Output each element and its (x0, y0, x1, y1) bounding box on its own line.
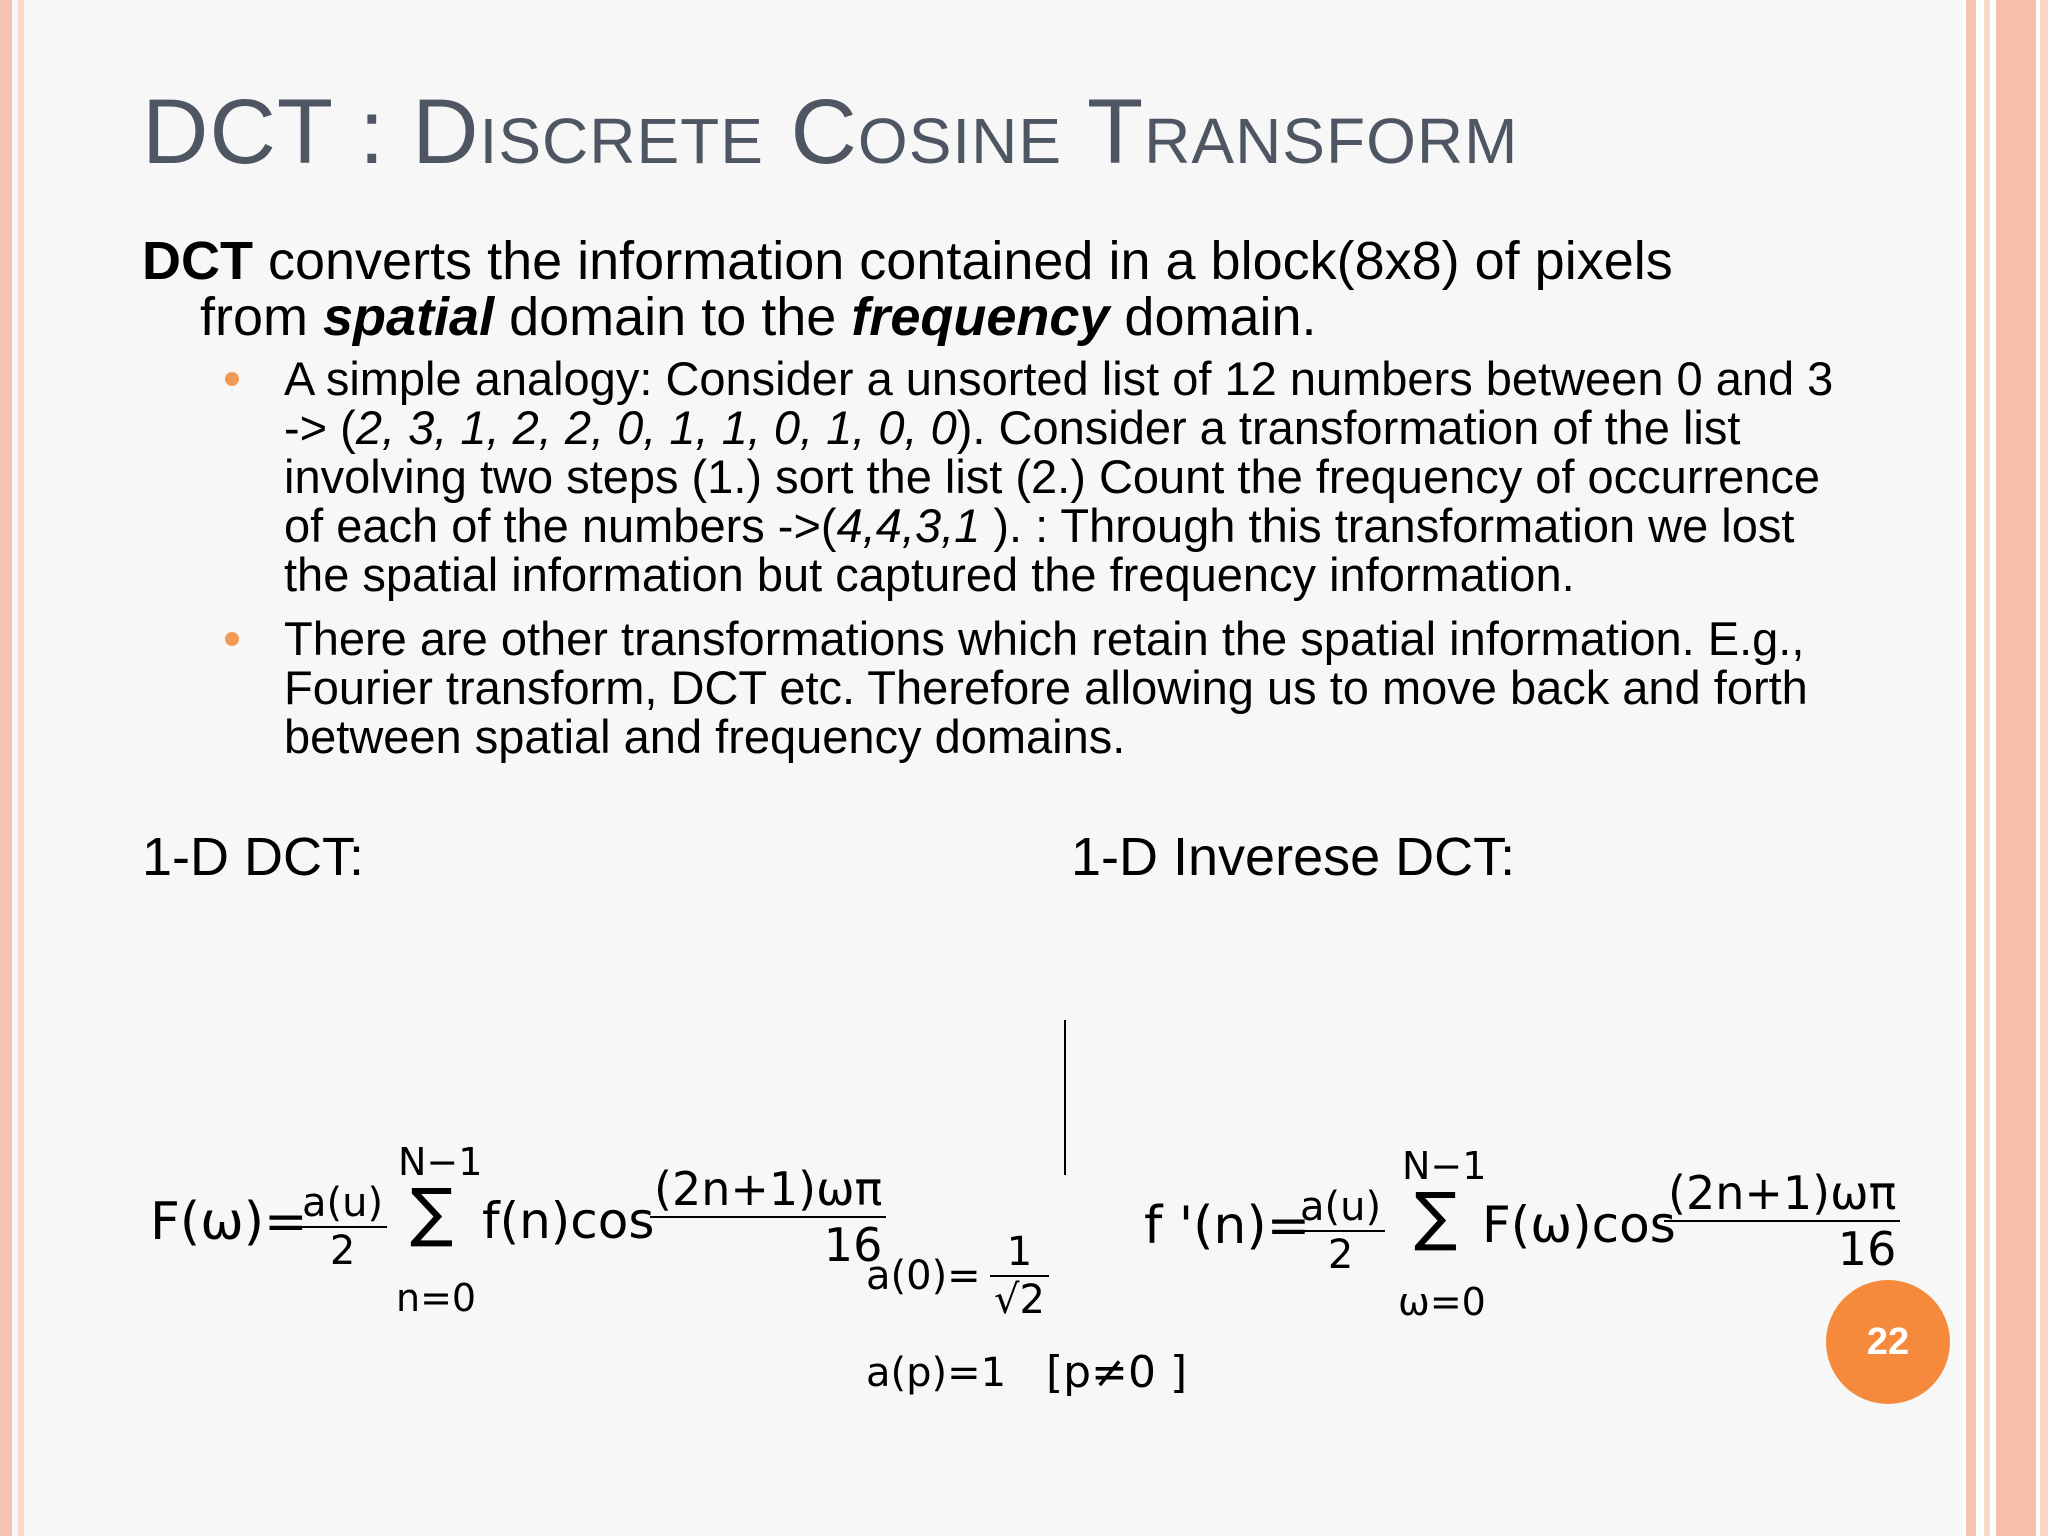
formula-dct-arg (650, 1162, 886, 1272)
sigma-icon: ∑ (1414, 1180, 1458, 1254)
formula-dct-coef-den: 2 (329, 1228, 356, 1274)
right-border-stripe-4 (2040, 0, 2048, 1536)
formula-idct-arg (1664, 1166, 1900, 1276)
left-border-stripe-thin (18, 0, 24, 1536)
bullet-dot-icon (225, 372, 239, 386)
label-1d-dct: 1-D DCT: (142, 827, 365, 887)
formula-idct-coef-den: 2 (1327, 1232, 1354, 1278)
formula-dct-coef (298, 1180, 387, 1274)
formula-idct-body: F(ω)cos (1482, 1196, 1676, 1254)
formula-idct-lhs: f '(n)= (1144, 1196, 1311, 1256)
formula-dct-arg-den: 16 (823, 1218, 883, 1272)
bullet-item-transforms (222, 614, 1862, 761)
right-border-stripe-1 (1966, 0, 1976, 1536)
intro-text-2-post: domain. (1109, 287, 1317, 347)
bullet-1-list: 2, 3, 1, 2, 2, 0, 1, 1, 0, 1, 0, 0 (355, 401, 957, 454)
formula-dct-coef-num: a(u) (298, 1180, 387, 1228)
sigma-icon: ∑ (410, 1176, 454, 1250)
label-1d-inverse-dct: 1-D Inverese DCT: (1071, 827, 1516, 887)
formula-dct-sum-top: N−1 (398, 1140, 483, 1184)
page-number-badge: 22 (1826, 1280, 1950, 1404)
formula-idct-arg-num: (2n+1)ωπ (1664, 1166, 1900, 1222)
bullet-1-mid: ). Consider a transformation of the list involving two steps (1.) sort the list (2.) Count the frequency of occurrence of each of the numbers ->( (284, 401, 1821, 552)
slide-title: DCT : Discrete Cosine Transform (142, 81, 1519, 183)
formula-idct-sum-top: N−1 (1402, 1144, 1487, 1188)
formula-dct (150, 1140, 883, 1320)
bullet-list (222, 354, 1862, 776)
intro-bold-term: DCT (142, 231, 253, 291)
formula-dct-lhs: F(ω)= (150, 1192, 308, 1252)
alphap-condition: [p≠0 ] (1046, 1347, 1188, 1398)
alphap-lhs: a(p)=1 (866, 1350, 1007, 1396)
vertical-divider (1064, 1020, 1066, 1175)
left-border-stripe (0, 0, 12, 1536)
alpha0-lhs: a(0)= (866, 1253, 981, 1299)
intro-text-2-pre: from (200, 287, 324, 347)
formula-idct (1144, 1144, 1897, 1324)
bullet-1-pre: A simple analogy: Consider a unsorted list of 12 numbers between 0 and 3 -> ( (284, 352, 1834, 454)
formula-dct-body: f(n)cos (482, 1192, 655, 1250)
formula-dct-arg-num: (2n+1)ωπ (650, 1162, 886, 1218)
right-border-stripe-2 (1984, 0, 1990, 1536)
bullet-1-post: ). : Through this transformation we lost the spatial information but captured the frequency information. (284, 499, 1795, 601)
alpha0-frac (990, 1229, 1049, 1323)
formula-idct-arg-den: 16 (1837, 1222, 1897, 1276)
formula-dct-sum-bottom: n=0 (396, 1276, 477, 1320)
intro-text-2-mid: domain to the (494, 287, 852, 347)
intro-paragraph (142, 233, 1842, 345)
alpha0-den: √2 (994, 1277, 1045, 1323)
bullet-dot-icon (225, 632, 239, 646)
bullet-2-text: There are other transformations which retain the spatial information. E.g., Fourier transform, DCT etc. Therefore allowing us to move back and forth between spatial and frequency domains. (284, 612, 1808, 763)
formula-idct-coef-num: a(u) (1296, 1184, 1385, 1232)
bullet-item-analogy (222, 354, 1862, 599)
bullet-1-freq: 4,4,3,1 (836, 499, 994, 552)
intro-text-1: converts the information contained in a block(8x8) of pixels (252, 231, 1673, 291)
formula-idct-coef (1296, 1184, 1385, 1278)
right-border-stripe-3 (1996, 0, 2036, 1536)
spatial-term: spatial (323, 287, 495, 347)
alpha0-num: 1 (990, 1229, 1049, 1277)
formula-idct-sum-bottom: ω=0 (1398, 1280, 1486, 1324)
frequency-term: frequency (851, 287, 1110, 347)
